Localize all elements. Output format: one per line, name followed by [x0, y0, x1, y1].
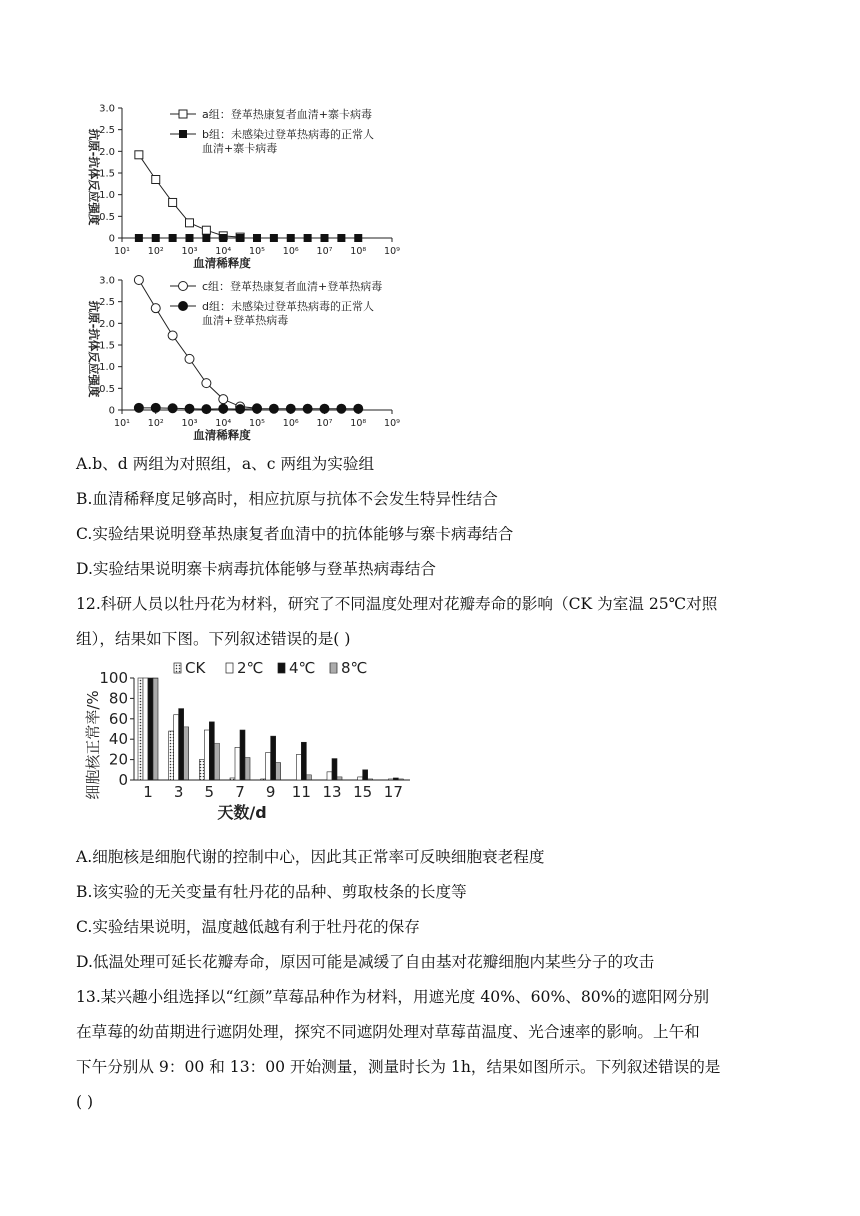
x-tick-label: 10⁶ — [282, 246, 299, 257]
bar — [230, 778, 235, 780]
bar — [306, 775, 311, 780]
bar — [245, 758, 250, 780]
data-point — [354, 404, 363, 413]
data-point — [203, 235, 210, 242]
bar — [301, 742, 306, 780]
bar — [332, 759, 337, 780]
bar — [209, 722, 214, 780]
bar — [393, 778, 398, 780]
x-tick-label: 10² — [147, 418, 164, 429]
x-tick-label: 10⁹ — [384, 246, 400, 257]
x-tick-label: 7 — [235, 783, 245, 801]
question-13-line4: ( ) — [76, 1093, 94, 1111]
line-chart-c-d — [76, 268, 416, 448]
option-12-b: B.该实验的无关变量有牡丹花的品种、剪取枝条的长度等 — [76, 883, 467, 901]
x-axis-label: 血清稀释度 — [193, 428, 251, 442]
x-tick-label: 10⁶ — [282, 418, 299, 429]
legend-label: 2℃ — [237, 659, 264, 677]
y-tick-label: 0.5 — [99, 383, 115, 395]
y-axis-label: 抗原-抗体反应强度 — [87, 300, 101, 398]
x-tick-label: 10⁸ — [350, 246, 367, 257]
legend-label-line2: 血清+寨卡病毒 — [202, 142, 278, 155]
x-tick-label: 9 — [265, 783, 276, 801]
x-tick-label: 10⁴ — [215, 246, 232, 257]
bar — [296, 755, 301, 781]
bar — [240, 730, 245, 780]
x-tick-label: 13 — [322, 783, 342, 801]
y-tick-label: 0.5 — [99, 211, 115, 223]
bar-chart-nucleus — [76, 658, 426, 830]
option-11-b: B.血清稀释度足够高时，相应抗原与抗体不会发生特异性结合 — [76, 490, 498, 508]
x-tick-label: 5 — [204, 783, 215, 801]
data-point — [254, 235, 261, 242]
data-point — [169, 198, 177, 206]
bar — [363, 770, 368, 780]
data-point — [237, 235, 244, 242]
bar — [214, 743, 219, 780]
bar — [358, 777, 363, 780]
x-tick-label: 1 — [143, 783, 153, 801]
y-tick-label: 1.5 — [99, 340, 115, 352]
question-12-line2: 组），结果如下图。下列叙述错误的是( ) — [76, 630, 351, 648]
legend-label: c组：登革热康复者血清+登革热病毒 — [202, 280, 383, 293]
data-point — [253, 404, 262, 413]
question-13-line2: 在草莓的幼苗期进行遮阴处理，探究不同遮阴处理对草莓苗温度、光合速率的影响。上午和 — [76, 1023, 700, 1041]
y-tick-label: 2.0 — [99, 146, 115, 158]
option-11-a: A.b、d 两组为对照组，a、c 两组为实验组 — [76, 455, 375, 473]
data-point — [287, 235, 294, 242]
data-point — [202, 405, 211, 414]
legend-swatch — [226, 663, 233, 673]
x-tick-label: 10³ — [181, 418, 198, 429]
data-point — [202, 226, 210, 234]
legend-label: b组：未感染过登革热病毒的正常人 — [202, 128, 374, 141]
data-point — [186, 235, 193, 242]
legend-swatch — [278, 663, 285, 673]
data-point — [286, 404, 295, 413]
x-tick-label: 10⁵ — [249, 246, 265, 257]
legend-swatch — [174, 663, 181, 673]
y-tick-label: 0 — [108, 405, 115, 417]
x-tick-label: 10¹ — [114, 418, 130, 429]
bar — [184, 727, 189, 780]
data-point — [168, 404, 177, 413]
bar — [153, 678, 158, 780]
x-tick-label: 10¹ — [114, 246, 130, 257]
data-point — [304, 235, 311, 242]
legend-marker — [179, 282, 188, 291]
bar — [169, 731, 174, 780]
bar — [138, 678, 143, 780]
legend-label: d组：未感染过登革热病毒的正常人 — [202, 300, 374, 313]
y-tick-label: 2.0 — [99, 318, 115, 330]
bar — [179, 709, 184, 780]
y-axis-label: 抗原-抗体反应强度 — [87, 128, 101, 226]
option-11-d: D.实验结果说明寨卡病毒抗体能够与登革热病毒结合 — [76, 560, 436, 578]
data-point — [337, 404, 346, 413]
data-point — [236, 405, 245, 414]
data-point — [134, 403, 143, 412]
option-12-d: D.低温处理可延长花瓣寿命，原因可能是减缓了自由基对花瓣细胞内某些分子的攻击 — [76, 953, 655, 971]
x-axis-label: 血清稀释度 — [193, 256, 251, 270]
y-tick-label: 40 — [108, 730, 128, 749]
y-tick-label: 2.5 — [99, 297, 115, 309]
bar — [271, 736, 276, 780]
x-tick-label: 17 — [383, 783, 403, 801]
legend-swatch — [330, 663, 337, 673]
y-tick-label: 80 — [108, 689, 128, 708]
x-tick-label: 10⁴ — [215, 418, 232, 429]
data-point — [338, 235, 345, 242]
legend-marker — [179, 302, 188, 311]
bar — [204, 730, 209, 780]
data-point — [152, 235, 159, 242]
bar — [368, 779, 373, 780]
x-tick-label: 10⁸ — [350, 418, 367, 429]
legend-label: 8℃ — [341, 659, 368, 677]
option-12-c: C.实验结果说明，温度越低越有利于牡丹花的保存 — [76, 918, 420, 936]
data-point — [134, 276, 143, 285]
question-13-line3: 下午分别从 9：00 和 13：00 开始测量，测量时长为 1h，结果如图所示。下列叙述错误的是 — [76, 1058, 721, 1076]
data-point — [219, 395, 228, 404]
y-tick-label: 2.5 — [99, 125, 115, 137]
legend-label: 4℃ — [289, 659, 316, 677]
data-point — [269, 404, 278, 413]
x-tick-label: 15 — [353, 783, 373, 801]
data-point — [202, 379, 211, 388]
option-12-a: A.细胞核是细胞代谢的控制中心，因此其正常率可反映细胞衰老程度 — [76, 848, 545, 866]
data-point — [219, 404, 228, 413]
data-point — [321, 235, 328, 242]
y-tick-label: 3.0 — [99, 103, 115, 115]
data-point — [135, 151, 143, 159]
bar — [199, 760, 204, 780]
data-point — [186, 219, 194, 227]
y-tick-label: 0 — [118, 771, 128, 789]
x-tick-label: 3 — [173, 783, 184, 801]
line-chart-a-b — [76, 96, 416, 276]
bar — [235, 747, 240, 780]
bar — [174, 715, 179, 780]
x-tick-label: 11 — [291, 783, 311, 801]
y-tick-label: 1.0 — [99, 362, 115, 374]
bar — [261, 779, 266, 780]
y-tick-label: 20 — [108, 750, 128, 769]
x-tick-label: 10⁷ — [316, 418, 333, 429]
data-point — [152, 176, 160, 184]
x-tick-label: 10⁹ — [384, 418, 400, 429]
data-point — [151, 403, 160, 412]
y-tick-label: 60 — [108, 709, 128, 728]
bar — [398, 779, 403, 780]
question-13-line1: 13.某兴趣小组选择以“红颜”草莓品种作为材料，用遮光度 40%、60%、80%的遮阳网分别 — [76, 988, 710, 1006]
data-point — [168, 331, 177, 340]
x-tick-label: 10⁷ — [316, 246, 333, 257]
bar — [327, 772, 332, 780]
data-point — [151, 304, 160, 313]
data-point — [220, 235, 227, 242]
bar — [337, 777, 342, 780]
legend-marker — [180, 131, 187, 138]
data-point — [303, 404, 312, 413]
y-tick-label: 0 — [108, 233, 115, 245]
data-point — [185, 404, 194, 413]
x-tick-label: 10² — [147, 246, 164, 257]
bar — [388, 779, 393, 780]
x-tick-label: 10³ — [181, 246, 198, 257]
y-tick-label: 1.0 — [99, 190, 115, 202]
bar — [143, 678, 148, 780]
data-point — [355, 235, 362, 242]
y-tick-label: 3.0 — [99, 275, 115, 287]
legend-label: CK — [185, 659, 206, 677]
data-point — [185, 354, 194, 363]
legend-marker — [179, 110, 187, 118]
y-tick-label: 100 — [99, 669, 128, 687]
bar — [276, 763, 281, 780]
option-11-c: C.实验结果说明登革热康复者血清中的抗体能够与寨卡病毒结合 — [76, 525, 514, 543]
bar — [148, 678, 153, 780]
data-point — [169, 235, 176, 242]
x-tick-label: 10⁵ — [249, 418, 265, 429]
data-point — [320, 404, 329, 413]
data-point — [270, 235, 277, 242]
x-axis-label: 天数/d — [217, 803, 267, 822]
data-point — [135, 235, 142, 242]
bar — [266, 752, 271, 780]
y-axis-label: 细胞核正常率/% — [84, 690, 102, 800]
question-12-line1: 12.科研人员以牡丹花为材料，研究了不同温度处理对花瓣寿命的影响（CK 为室温 25℃对照 — [76, 595, 718, 613]
legend-label-line2: 血清+登革热病毒 — [202, 314, 289, 327]
legend-label: a组：登革热康复者血清+寨卡病毒 — [202, 108, 372, 121]
y-tick-label: 1.5 — [99, 168, 115, 180]
